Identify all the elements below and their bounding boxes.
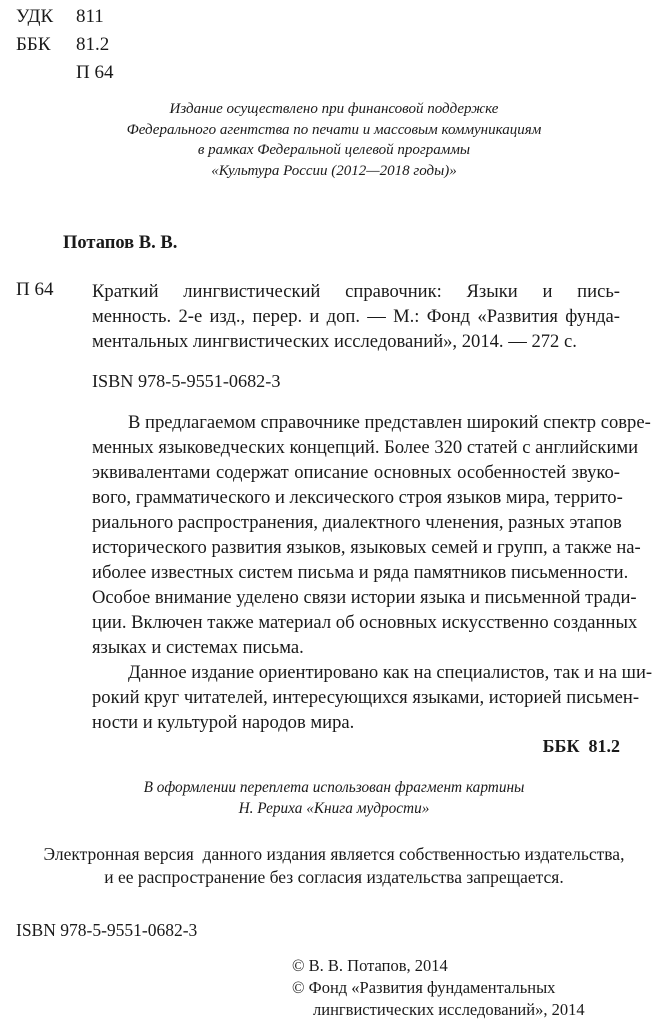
abstract-line: Особое внимание уделено связи истории языка и письменной тради- <box>92 587 637 608</box>
electronic-notice <box>0 843 668 889</box>
bibliographic-line: ментальных лингвистических исследований», 2014. — 272 с. <box>92 331 577 352</box>
copyright-fund: © Фонд «Развития фундаментальных <box>292 978 556 997</box>
author-name: Потапов В. В. <box>63 233 178 253</box>
copyright-fund-cont: лингвистических исследований», 2014 <box>313 1000 585 1019</box>
copyright-author: © В. В. Потапов, 2014 <box>292 956 448 975</box>
udk-value: 811 <box>76 6 104 27</box>
abstract-line: эквивалентами содержат описание основных особенностей звуко- <box>92 462 620 483</box>
sponsorship-line: Федерального агентства по печати и массовым коммуникациям <box>126 121 542 138</box>
sponsorship-line: Издание осуществлено при финансовой поддержке <box>169 101 499 117</box>
abstract-line: В предлагаемом справочнике представлен широкий спектр совре- <box>128 412 651 433</box>
abstract-paragraph-1 <box>92 410 651 660</box>
cover-note <box>60 778 608 819</box>
bbk-index: ББК 81.2 <box>542 736 620 756</box>
abstract-line: иболее известных систем письма и ряда памятников письменности. <box>92 562 629 583</box>
abstract-line: исторического развития языков, языковых семей и групп, а также на- <box>92 537 641 558</box>
isbn-main: ISBN 978-5-9551-0682-3 <box>92 371 281 391</box>
bbk-value: 81.2 <box>76 34 110 55</box>
sponsorship-note <box>60 99 608 181</box>
call-number: П 64 <box>16 279 54 300</box>
cover-note-line: Н. Рериха «Книга мудрости» <box>238 799 430 817</box>
notice-line: и ее распространение без согласия издательства запрещается. <box>104 867 564 887</box>
notice-line: Электронная версия данного издания является собственностью издательства, <box>43 844 625 864</box>
author-mark: П 64 <box>76 62 114 83</box>
abstract-line: менных языковедческих концепций. Более 320 статей с английскими <box>92 437 639 458</box>
abstract-paragraph-2 <box>92 660 653 735</box>
abstract-line: риального распространения, диалектного членения, разных этапов <box>92 512 622 533</box>
abstract-line: ции. Включен также материал об основных искусственно созданных <box>92 612 638 633</box>
abstract-line: вого, грамматического и лексического строя языков мира, террито- <box>92 487 623 508</box>
abstract-line: Данное издание ориентировано как на специалистов, так и на ши- <box>128 662 653 683</box>
isbn-bottom: ISBN 978-5-9551-0682-3 <box>16 920 198 940</box>
bbk-label: ББК <box>16 34 51 55</box>
bibliographic-description <box>92 279 620 354</box>
cover-note-line: В оформлении переплета использован фрагмент картины <box>143 779 525 796</box>
sponsorship-line: в рамках Федеральной целевой программы <box>197 142 471 158</box>
sponsorship-line: «Культура России (2012—2018 годы)» <box>211 162 457 179</box>
abstract-line: языках и системах письма. <box>92 637 304 658</box>
udk-label: УДК <box>16 6 54 27</box>
bibliographic-line: Краткий лингвистический справочник: Языки и пись- <box>92 281 620 302</box>
bibliographic-line: менность. 2-е изд., перер. и доп. — М.: Фонд «Развития фунда- <box>92 306 620 327</box>
abstract-line: ности и культурой народов мира. <box>92 712 355 733</box>
abstract-line: рокий круг читателей, интересующихся языками, историей письмен- <box>92 687 640 708</box>
